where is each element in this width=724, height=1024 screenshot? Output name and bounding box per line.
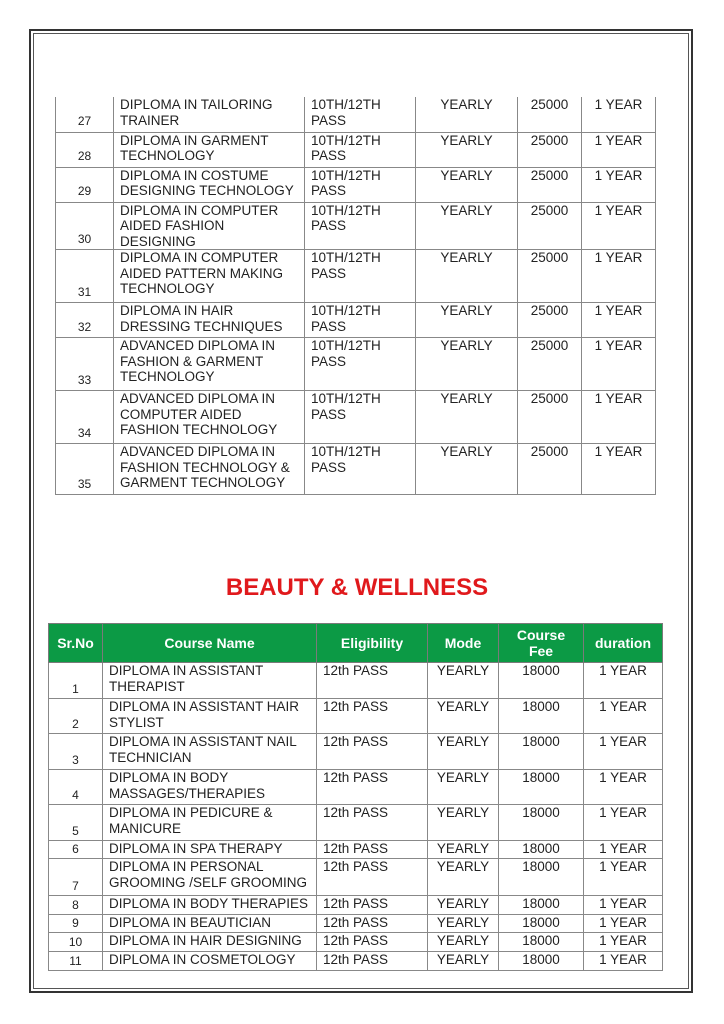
cell-mode: YEARLY [428,952,499,971]
cell-duration: 1 YEAR [584,896,663,915]
cell-mode: YEARLY [428,663,499,699]
cell-sr: 1 [49,663,103,699]
cell-course: DIPLOMA IN BODY THERAPIES [103,896,317,915]
cell-sr: 27 [56,97,114,132]
cell-fee: 25000 [518,250,582,303]
cell-sr: 8 [49,896,103,915]
cell-course: DIPLOMA IN SPA THERAPY [103,841,317,859]
table-row [49,841,663,859]
cell-eligibility: 10TH/12TH PASS [305,97,416,132]
column-header-eligibility: Eligibility [317,624,428,663]
cell-eligibility: 12th PASS [317,915,428,933]
cell-course: DIPLOMA IN ASSISTANT THERAPIST [103,663,317,699]
cell-fee: 18000 [499,915,584,933]
cell-sr: 5 [49,805,103,841]
table-row [56,202,656,250]
cell-sr: 30 [56,202,114,250]
cell-duration: 1 YEAR [582,97,656,132]
cell-sr: 31 [56,250,114,303]
cell-fee: 18000 [499,841,584,859]
cell-course: ADVANCED DIPLOMA IN FASHION TECHNOLOGY & GARMENT TECHNOLOGY [114,444,305,495]
cell-eligibility: 12th PASS [317,663,428,699]
cell-fee: 18000 [499,734,584,770]
cell-sr: 10 [49,933,103,952]
cell-fee: 18000 [499,896,584,915]
cell-fee: 18000 [499,770,584,805]
table-row [56,303,656,338]
cell-mode: YEARLY [428,933,499,952]
cell-duration: 1 YEAR [584,770,663,805]
cell-eligibility: 12th PASS [317,952,428,971]
cell-eligibility: 10TH/12TH PASS [305,391,416,444]
cell-mode: YEARLY [416,202,518,250]
table-row [49,734,663,770]
table-row [49,859,663,896]
cell-mode: YEARLY [416,444,518,495]
cell-eligibility: 10TH/12TH PASS [305,132,416,167]
cell-duration: 1 YEAR [584,859,663,896]
cell-eligibility: 12th PASS [317,841,428,859]
cell-mode: YEARLY [416,250,518,303]
cell-mode: YEARLY [428,915,499,933]
cell-eligibility: 10TH/12TH PASS [305,338,416,391]
cell-course: DIPLOMA IN HAIR DRESSING TECHNIQUES [114,303,305,338]
cell-course: ADVANCED DIPLOMA IN COMPUTER AIDED FASHION TECHNOLOGY [114,391,305,444]
cell-sr: 33 [56,338,114,391]
cell-eligibility: 10TH/12TH PASS [305,303,416,338]
cell-course: DIPLOMA IN ASSISTANT NAIL TECHNICIAN [103,734,317,770]
table-row [49,805,663,841]
cell-mode: YEARLY [428,841,499,859]
cell-duration: 1 YEAR [584,734,663,770]
table-row [49,896,663,915]
cell-sr: 29 [56,167,114,202]
cell-course: DIPLOMA IN COSMETOLOGY [103,952,317,971]
cell-fee: 25000 [518,202,582,250]
cell-eligibility: 10TH/12TH PASS [305,444,416,495]
table-row [49,663,663,699]
cell-course: DIPLOMA IN PERSONAL GROOMING /SELF GROOMING [103,859,317,896]
cell-fee: 18000 [499,699,584,734]
cell-duration: 1 YEAR [582,202,656,250]
cell-duration: 1 YEAR [584,841,663,859]
cell-mode: YEARLY [416,97,518,132]
cell-course: DIPLOMA IN COSTUME DESIGNING TECHNOLOGY [114,167,305,202]
cell-duration: 1 YEAR [582,338,656,391]
column-header-sr: Sr.No [49,624,103,663]
cell-course: DIPLOMA IN TAILORING TRAINER [114,97,305,132]
table-row [49,699,663,734]
cell-mode: YEARLY [416,338,518,391]
cell-fee: 25000 [518,132,582,167]
cell-course: DIPLOMA IN HAIR DESIGNING [103,933,317,952]
cell-sr: 34 [56,391,114,444]
cell-duration: 1 YEAR [584,805,663,841]
table-row [56,391,656,444]
cell-eligibility: 12th PASS [317,859,428,896]
cell-mode: YEARLY [428,770,499,805]
cell-fee: 18000 [499,952,584,971]
table-row [56,167,656,202]
table-row [49,915,663,933]
cell-eligibility: 12th PASS [317,770,428,805]
cell-mode: YEARLY [416,167,518,202]
cell-duration: 1 YEAR [584,933,663,952]
column-header-duration: duration [584,624,663,663]
cell-eligibility: 12th PASS [317,896,428,915]
cell-fee: 25000 [518,338,582,391]
cell-mode: YEARLY [416,303,518,338]
cell-sr: 28 [56,132,114,167]
cell-eligibility: 10TH/12TH PASS [305,167,416,202]
cell-course: DIPLOMA IN ASSISTANT HAIR STYLIST [103,699,317,734]
cell-sr: 3 [49,734,103,770]
cell-course: DIPLOMA IN GARMENT TECHNOLOGY [114,132,305,167]
cell-fee: 18000 [499,663,584,699]
table-row [49,933,663,952]
cell-fee: 18000 [499,859,584,896]
table-row [56,97,656,132]
table-row [56,444,656,495]
cell-eligibility: 10TH/12TH PASS [305,250,416,303]
cell-mode: YEARLY [416,391,518,444]
beauty-wellness-table [48,623,663,971]
cell-duration: 1 YEAR [582,444,656,495]
cell-mode: YEARLY [416,132,518,167]
cell-sr: 11 [49,952,103,971]
column-header-fee: Course Fee [499,624,584,663]
cell-mode: YEARLY [428,896,499,915]
cell-course: DIPLOMA IN BODY MASSAGES/THERAPIES [103,770,317,805]
cell-sr: 7 [49,859,103,896]
cell-duration: 1 YEAR [582,132,656,167]
cell-duration: 1 YEAR [584,663,663,699]
table-row [56,250,656,303]
cell-sr: 35 [56,444,114,495]
table-row [56,338,656,391]
cell-mode: YEARLY [428,859,499,896]
table-row [49,952,663,971]
cell-sr: 2 [49,699,103,734]
cell-sr: 9 [49,915,103,933]
cell-duration: 1 YEAR [582,250,656,303]
cell-sr: 6 [49,841,103,859]
cell-fee: 25000 [518,97,582,132]
cell-fee: 25000 [518,444,582,495]
cell-mode: YEARLY [428,734,499,770]
cell-course: DIPLOMA IN COMPUTER AIDED PATTERN MAKING TECHNOLOGY [114,250,305,303]
cell-mode: YEARLY [428,805,499,841]
cell-duration: 1 YEAR [582,391,656,444]
table-header-row [49,624,663,663]
cell-sr: 32 [56,303,114,338]
column-header-mode: Mode [428,624,499,663]
cell-course: DIPLOMA IN COMPUTER AIDED FASHION DESIGNING [114,202,305,250]
cell-fee: 18000 [499,933,584,952]
table-row [49,770,663,805]
cell-eligibility: 12th PASS [317,933,428,952]
cell-mode: YEARLY [428,699,499,734]
cell-fee: 25000 [518,391,582,444]
cell-fee: 18000 [499,805,584,841]
cell-duration: 1 YEAR [582,303,656,338]
cell-fee: 25000 [518,303,582,338]
cell-duration: 1 YEAR [584,915,663,933]
cell-duration: 1 YEAR [582,167,656,202]
cell-eligibility: 10TH/12TH PASS [305,202,416,250]
cell-course: DIPLOMA IN BEAUTICIAN [103,915,317,933]
cell-eligibility: 12th PASS [317,699,428,734]
cell-course: ADVANCED DIPLOMA IN FASHION & GARMENT TECHNOLOGY [114,338,305,391]
cell-eligibility: 12th PASS [317,734,428,770]
cell-course: DIPLOMA IN PEDICURE & MANICURE [103,805,317,841]
cell-sr: 4 [49,770,103,805]
column-header-course: Course Name [103,624,317,663]
fashion-courses-table [55,97,656,495]
cell-eligibility: 12th PASS [317,805,428,841]
cell-duration: 1 YEAR [584,699,663,734]
table-row [56,132,656,167]
cell-duration: 1 YEAR [584,952,663,971]
cell-fee: 25000 [518,167,582,202]
section-title: BEAUTY & WELLNESS [225,574,489,601]
